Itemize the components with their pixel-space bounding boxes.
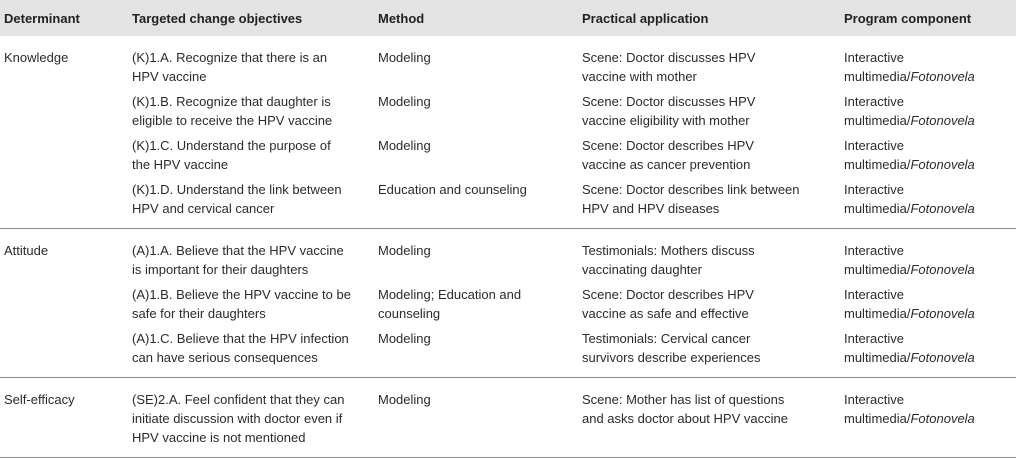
component-cell [836,175,1016,229]
objective-line: (A)1.C. Believe that the HPV infection [132,331,349,346]
objective-line: (SE)2.A. Feel confident that they can [132,392,345,407]
application-cell [580,131,836,175]
application-line: Scene: Mother has list of questions [582,392,785,407]
method-cell [376,378,580,458]
application-line: and asks doctor about HPV vaccine [582,411,788,426]
header-component: Program component [844,10,972,26]
objective-line: (K)1.C. Understand the purpose of [132,138,331,153]
objective-cell [114,229,376,281]
application-cell [580,175,836,229]
table-row [0,229,1016,281]
component-cell [836,229,1016,281]
application-line: HPV and HPV diseases [582,201,720,216]
component-line: Interactive [844,50,904,65]
table-row [0,36,1016,87]
objective-line: (A)1.B. Believe the HPV vaccine to be [132,287,351,302]
table-row [0,131,1016,175]
component-italic: Fotonovela [910,113,975,128]
objective-cell [114,324,376,378]
determinant-cell: Attitude [0,229,114,281]
component-italic: Fotonovela [910,201,975,216]
objective-line: is important for their daughters [132,262,309,277]
component-italic: Fotonovela [910,157,975,172]
component-line: Interactive [844,392,904,407]
component-cell [836,36,1016,87]
component-line [844,260,1016,279]
component-text: multimedia/ [844,157,911,172]
application-line: vaccine as cancer prevention [582,157,751,172]
objective-line: safe for their daughters [132,306,266,321]
component-italic: Fotonovela [910,350,975,365]
application-line: Scene: Doctor describes HPV [582,138,754,153]
method-cell [376,229,580,281]
determinant-cell [0,87,114,131]
table-row [0,378,1016,458]
component-line: Interactive [844,287,904,302]
component-line: Interactive [844,138,904,153]
component-line: Interactive [844,243,904,258]
method-cell [376,175,580,229]
component-italic: Fotonovela [910,411,975,426]
method-line: Modeling; Education and [378,287,522,302]
component-cell [836,87,1016,131]
component-line: Interactive [844,182,904,197]
table-body [0,36,1016,458]
header-method: Method [378,10,425,26]
application-line: Testimonials: Cervical cancer [582,331,751,346]
application-cell [580,324,836,378]
application-line: Scene: Doctor discusses HPV [582,50,756,65]
application-line: vaccine eligibility with mother [582,113,750,128]
component-text: multimedia/ [844,69,911,84]
method-line: Modeling [378,392,431,407]
method-line: Modeling [378,50,431,65]
component-line [844,155,1016,174]
objective-line: HPV vaccine [132,69,207,84]
application-line: vaccine as safe and effective [582,306,749,321]
objective-cell [114,131,376,175]
component-cell [836,324,1016,378]
header-application: Practical application [582,10,709,26]
component-cell [836,131,1016,175]
table-row [0,324,1016,378]
objective-cell [114,378,376,458]
objective-line: HPV vaccine is not mentioned [132,430,306,445]
application-cell [580,229,836,281]
objective-cell [114,36,376,87]
component-cell [836,280,1016,324]
component-text: multimedia/ [844,411,911,426]
component-text: multimedia/ [844,350,911,365]
method-cell [376,324,580,378]
determinant-cell [0,324,114,378]
table-row [0,87,1016,131]
component-line: Interactive [844,331,904,346]
method-line: Modeling [378,331,431,346]
objective-line: (A)1.A. Believe that the HPV vaccine [132,243,344,258]
method-line: counseling [378,306,441,321]
table-header [0,0,1016,36]
objective-line: (K)1.D. Understand the link between [132,182,342,197]
determinant-cell: Self-efficacy [0,378,114,458]
objective-line: the HPV vaccine [132,157,229,172]
component-line [844,409,1016,428]
component-line: Interactive [844,94,904,109]
application-line: survivors describe experiences [582,350,761,365]
method-cell [376,87,580,131]
component-italic: Fotonovela [910,306,975,321]
determinant-cell [0,175,114,229]
component-line [844,111,1016,130]
component-line [844,67,1016,86]
header-row [0,0,1016,36]
method-line: Modeling [378,94,431,109]
component-text: multimedia/ [844,262,911,277]
application-line: Testimonials: Mothers discuss [582,243,755,258]
method-cell [376,280,580,324]
header-objectives: Targeted change objectives [132,10,303,26]
component-text: multimedia/ [844,306,911,321]
objective-line: (K)1.A. Recognize that there is an [132,50,328,65]
objective-line: initiate discussion with doctor even if [132,411,343,426]
component-line [844,199,1016,218]
application-cell [580,378,836,458]
objective-line: (K)1.B. Recognize that daughter is [132,94,331,109]
determinant-cell [0,131,114,175]
method-line: Education and counseling [378,182,527,197]
table-row [0,280,1016,324]
component-cell [836,378,1016,458]
component-text: multimedia/ [844,113,911,128]
component-italic: Fotonovela [910,262,975,277]
header-determinant: Determinant [4,10,80,26]
table-row [0,175,1016,229]
objective-cell [114,87,376,131]
objective-cell [114,175,376,229]
objective-line: can have serious consequences [132,350,318,365]
objective-line: HPV and cervical cancer [132,201,275,216]
objective-cell [114,280,376,324]
determinant-cell: Knowledge [4,50,69,65]
component-italic: Fotonovela [910,69,975,84]
objective-line: eligible to receive the HPV vaccine [132,113,333,128]
application-line: Scene: Doctor describes HPV [582,287,754,302]
application-line: Scene: Doctor describes link between [582,182,800,197]
method-line: Modeling [378,138,431,153]
application-line: Scene: Doctor discusses HPV [582,94,756,109]
determinant-cell [0,280,114,324]
method-cell [376,131,580,175]
component-line [844,304,1016,323]
component-line [844,348,1016,367]
application-line: vaccine with mother [582,69,697,84]
application-line: vaccinating daughter [582,262,702,277]
method-line: Modeling [378,243,431,258]
application-cell [580,36,836,87]
application-cell [580,280,836,324]
component-text: multimedia/ [844,201,911,216]
method-cell [376,36,580,87]
application-cell [580,87,836,131]
